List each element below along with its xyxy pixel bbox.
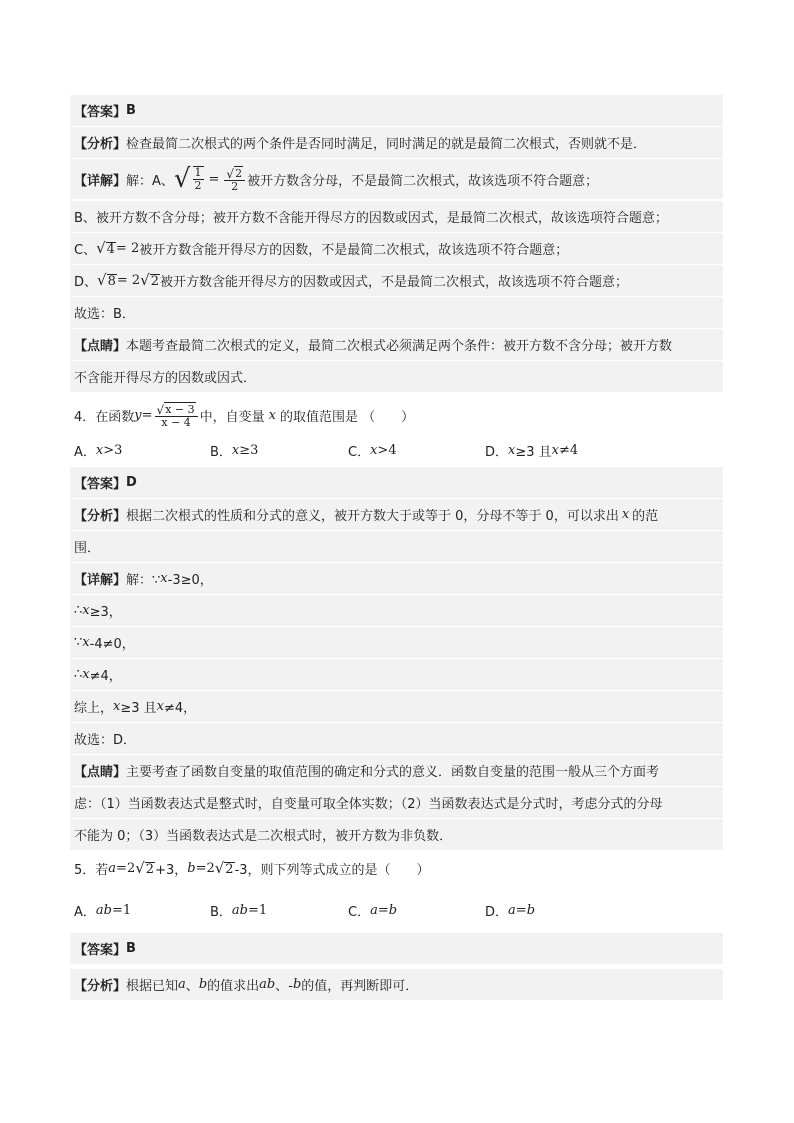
analysis-text-1-end: 的范: [632, 509, 659, 524]
result-den: 2: [231, 179, 239, 193]
detail-2-post: ≥3，: [89, 605, 122, 620]
q5-analysis-row: [70, 969, 723, 1000]
analysis-var-x: x: [621, 507, 630, 522]
q4-comment-row-3: [70, 819, 723, 850]
analysis-pre: 根据已知: [126, 979, 179, 994]
analysis-end: 的值，再判断即可．: [301, 979, 419, 994]
choose-text: 故选：D．: [74, 733, 137, 748]
answer-value: B: [126, 103, 136, 118]
detail-1-post: -3≥0，: [167, 573, 213, 588]
detail-3-pre: ∵: [74, 635, 83, 650]
q4-comment-row-2: [70, 787, 723, 818]
choose-text: 故选：B．: [74, 307, 135, 322]
q4-var-x: x: [268, 407, 276, 423]
detail-c-text: 被开方数含能开得尽方的因数，不是最简二次根式，故该选项不符合题意；: [139, 243, 569, 258]
detail-d-text: 被开方数含能开得尽方的因数或因式，不是最简二次根式，故该选项不符合题意；: [160, 275, 629, 290]
analysis-tag: 【分析】: [74, 979, 127, 994]
q5-option-c[interactable]: C． a = b: [348, 903, 398, 920]
detail-2-var: x: [82, 603, 90, 618]
q4-option-c[interactable]: C． x >4: [348, 443, 397, 460]
answer-tag: 【答案】: [74, 477, 127, 492]
sqrt-4: √ 4: [96, 239, 115, 257]
comment-text-2: 不含能开得尽方的因数或因式．: [74, 371, 257, 386]
analysis-text-1: 根据二次根式的性质和分式的意义，被开方数大于或等于 0，分母不等于 0，可以求出: [126, 509, 619, 524]
q4-options-row: [70, 435, 723, 466]
q5-a-sqrt: √ 2: [135, 859, 155, 877]
analysis-var-a: a: [178, 977, 186, 992]
detail-1-pre: 解：∵: [126, 573, 161, 588]
comment-text-2: 虑：（1）当函数表达式是整式时，自变量可取全体实数；（2）当函数表达式是分式时，考虑分式的分母: [74, 797, 663, 812]
detail-a-text: 被开方数含分母，不是最简二次根式，故该选项不符合题意；: [247, 173, 599, 189]
sqrt-2: √ 2: [140, 271, 159, 289]
detail-3-post: -4≠0，: [89, 637, 135, 652]
detail-5-pre: 综上，: [74, 701, 114, 716]
analysis-var-ab: ab: [259, 977, 276, 992]
q5-option-b[interactable]: B． ab =1: [210, 903, 268, 920]
comment-tag: 【点睛】: [74, 765, 127, 780]
q4-function-fraction: √ x − 3 x − 4: [155, 402, 198, 429]
analysis-sep2: 、-: [275, 979, 293, 994]
detail-tag: 【详解】: [74, 573, 127, 588]
q4-detail-row-2: [70, 595, 723, 626]
analysis-text: 检查最简二次根式的两个条件是否同时满足，同时满足的就是最简二次根式，否则就不是．: [126, 137, 647, 152]
detail-3-var: x: [82, 635, 90, 650]
result-fraction: √ 2 2: [224, 166, 245, 193]
equals-sign: =: [208, 171, 220, 187]
answer-value: D: [126, 475, 137, 490]
sqrt-8: √ 8: [97, 271, 116, 289]
comment-text-1: 主要考查了函数自变量的取值范围的确定和分式的意义．函数自变量的范围一般从三个方面考: [126, 765, 660, 780]
detail-4-post: ≠4，: [89, 669, 122, 684]
q5-stem: [70, 853, 723, 884]
q5-a-tail: +3，: [155, 863, 188, 878]
detail-1-var: x: [160, 571, 168, 586]
q5-b-tail: -3，则下列等式成立的是（ ）: [234, 863, 430, 878]
analysis-tag: 【分析】: [74, 137, 127, 152]
analysis-tag: 【分析】: [74, 509, 127, 524]
detail-5-var2: x: [156, 699, 164, 714]
answer-tag: 【答案】: [74, 943, 127, 958]
q4-detail-row-5: [70, 691, 723, 722]
q3-comment-row-2: [70, 361, 723, 392]
q4-stem-suffix: 中，自变量: [199, 409, 265, 425]
q5-var-b: b: [187, 861, 196, 876]
q4-var-y: y: [134, 407, 142, 423]
detail-4-var: x: [82, 667, 90, 682]
q3-choose-row: [70, 297, 723, 328]
analysis-sep: 、: [185, 979, 199, 994]
q4-detail-row-1: [70, 563, 723, 594]
q3-comment-row-1: [70, 329, 723, 360]
q3-detail-c-row: [70, 233, 723, 264]
q4-analysis-row-2: [70, 531, 723, 562]
q4-option-a[interactable]: A． x >3: [74, 443, 123, 460]
q5-option-d[interactable]: D． a = b: [485, 903, 536, 920]
comment-text-3: 不能为 0；（3）当函数表达式是二次根式时，被开方数为非负数．: [74, 829, 453, 844]
q5-b-eq: =2: [195, 861, 215, 876]
frac-den: 2: [194, 179, 202, 192]
q3-answer-row: [70, 95, 723, 126]
frac-num: 1: [194, 166, 202, 179]
q3-detail-a-row: [70, 159, 723, 199]
detail-c-eq: = 2: [115, 241, 140, 256]
q5-options-row: [70, 895, 723, 926]
q4-analysis-row-1: [70, 499, 723, 530]
q5-option-a[interactable]: A． ab =1: [74, 903, 132, 920]
q4-num-radicand: x − 3: [165, 402, 195, 416]
result-num: 2: [235, 166, 243, 180]
q4-choose-row: [70, 723, 723, 754]
comment-text-1: 本题考查最简二次根式的定义，最简二次根式必须满足两个条件：被开方数不含分母；被开方数: [126, 339, 673, 354]
answer-tag: 【答案】: [74, 105, 127, 120]
q5-var-a: a: [108, 861, 117, 876]
detail-b-text: B、被开方数不含分母；被开方数不含能开得尽方的因数或因式，是最简二次根式，故该选项符合题意；: [74, 211, 668, 226]
detail-a-prefix: 解：A、: [126, 173, 174, 189]
q4-eq: =: [141, 407, 153, 423]
comment-tag: 【点睛】: [74, 339, 127, 354]
detail-5-mid: ≥3 且: [120, 701, 157, 716]
detail-4-pre: ∴: [74, 667, 83, 682]
detail-d-eq: = 2: [116, 273, 141, 288]
q3-detail-b-row: [70, 201, 723, 232]
answer-value: B: [126, 941, 136, 956]
q4-option-b[interactable]: B． x ≥3: [210, 443, 259, 460]
q3-detail-d-row: [70, 265, 723, 296]
q4-detail-row-4: [70, 659, 723, 690]
detail-c-prefix: C、: [74, 243, 97, 258]
q4-stem: [70, 395, 723, 435]
q4-answer-row: [70, 467, 723, 498]
q4-option-d[interactable]: D． x ≥3 且 x ≠4: [485, 443, 579, 460]
q4-detail-row-3: [70, 627, 723, 658]
detail-tag: 【详解】: [74, 173, 127, 189]
q4-stem-end: 的取值范围是 （ ）: [279, 409, 415, 425]
detail-5-post: ≠4，: [164, 701, 197, 716]
analysis-text-2: 围．: [74, 541, 101, 556]
sqrt-half: √ $\frac{1}{2}$: [173, 164, 202, 194]
q3-analysis-row: [70, 127, 723, 158]
analysis-mid: 的值求出: [207, 979, 260, 994]
q4-stem-prefix: 4．在函数: [74, 409, 135, 425]
detail-5-var: x: [113, 699, 121, 714]
q5-stem-prefix: 5．若: [74, 863, 109, 878]
q4-comment-row-1: [70, 755, 723, 786]
q5-a-eq: =2: [116, 861, 136, 876]
analysis-var-b2: b: [292, 977, 302, 992]
analysis-var-b: b: [198, 977, 208, 992]
detail-2-pre: ∴: [74, 603, 83, 618]
detail-d-prefix: D、: [74, 275, 98, 290]
q5-answer-row: [70, 933, 723, 964]
q5-b-sqrt: √ 2: [214, 859, 234, 877]
q4-denominator: x − 4: [161, 415, 191, 429]
